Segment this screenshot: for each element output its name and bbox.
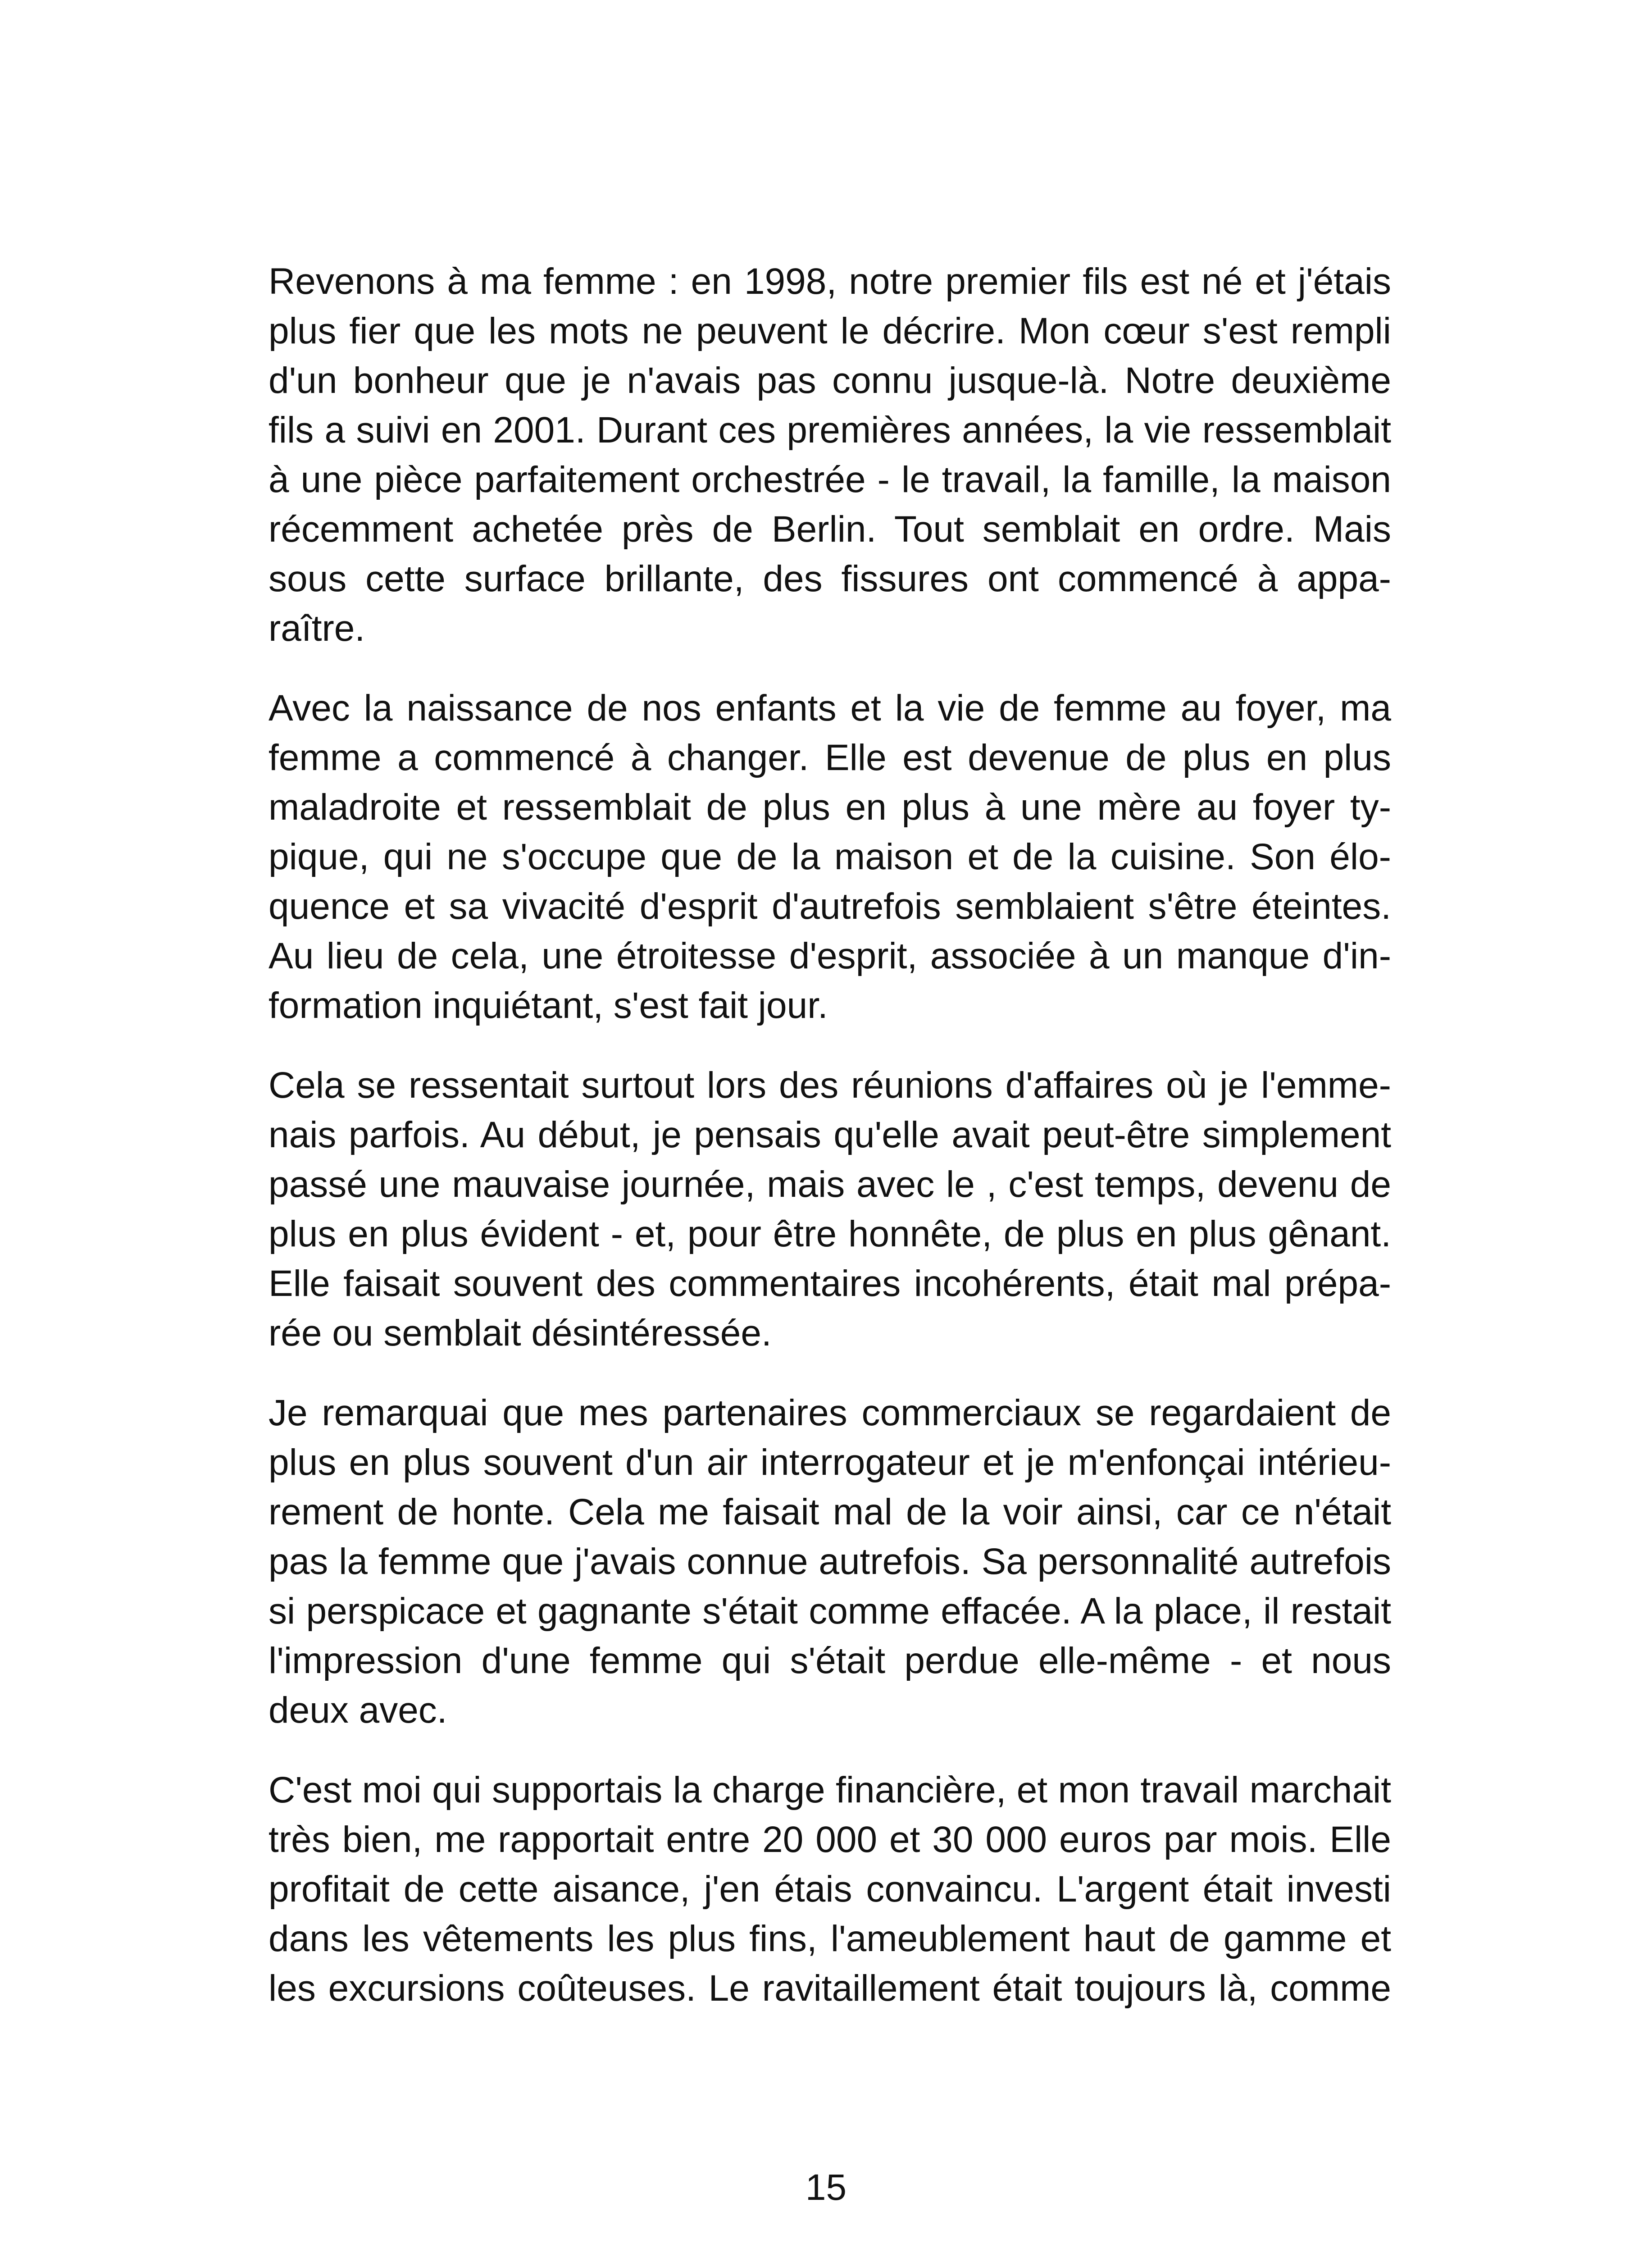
paragraph-3 (269, 1061, 1391, 1358)
text-line: l'impression d'une femme qui s'était perdue elle-même - et nous (269, 1640, 1391, 1681)
text-line: pique, qui ne s'occupe que de la maison et de la cuisine. Son élo- (269, 836, 1391, 877)
text-line: fils a suivi en 2001. Durant ces premières années, la vie ressemblait (269, 410, 1391, 451)
text-line: nais parfois. Au début, je pensais qu'elle avait peut-être simplement (269, 1114, 1391, 1155)
text-line: profitait de cette aisance, j'en étais convaincu. L'argent était investi (269, 1869, 1391, 1910)
text-line: rement de honte. Cela me faisait mal de la voir ainsi, car ce n'était (269, 1491, 1391, 1532)
text-line: femme a commencé à changer. Elle est devenue de plus en plus (269, 737, 1391, 778)
text-line: passé une mauvaise journée, mais avec le , c'est temps, devenu de (269, 1164, 1391, 1205)
text-line: C'est moi qui supportais la charge financière, et mon travail marchait (269, 1770, 1391, 1811)
text-line: dans les vêtements les plus fins, l'ameublement haut de gamme et (269, 1918, 1391, 1959)
text-line: plus en plus évident - et, pour être honnête, de plus en plus gênant. (269, 1213, 1391, 1254)
text-line: à une pièce parfaitement orchestrée - le travail, la famille, la maison (269, 459, 1391, 500)
text-line: très bien, me rapportait entre 20 000 et 30 000 euros par mois. Elle (269, 1819, 1391, 1860)
text-line: les excursions coûteuses. Le ravitaillement était toujours là, comme (269, 1968, 1391, 2009)
paragraph-4 (269, 1388, 1391, 1735)
text-line: quence et sa vivacité d'esprit d'autrefois semblaient s'être éteintes. (269, 886, 1391, 927)
paragraph-5 (269, 1765, 1391, 2013)
page-number: 15 (805, 2167, 847, 2208)
text-line: plus fier que les mots ne peuvent le décrire. Mon cœur s'est rempli (269, 310, 1391, 351)
paragraph-1 (269, 257, 1391, 653)
body-text (269, 257, 1391, 2013)
text-line: raître. (269, 608, 365, 649)
text-line: récemment achetée près de Berlin. Tout semblait en ordre. Mais (269, 509, 1391, 550)
text-line: Avec la naissance de nos enfants et la vie de femme au foyer, ma (269, 688, 1391, 729)
text-line: d'un bonheur que je n'avais pas connu jusque-là. Notre deuxième (269, 360, 1391, 401)
paragraph-2 (269, 684, 1391, 1031)
text-line: Revenons à ma femme : en 1998, notre premier fils est né et j'étais (269, 261, 1391, 302)
text-line: Cela se ressentait surtout lors des réunions d'affaires où je l'emme- (269, 1065, 1391, 1106)
text-line: deux avec. (269, 1690, 447, 1731)
text-line: si perspicace et gagnante s'était comme effacée. A la place, il restait (269, 1591, 1391, 1632)
text-line: rée ou semblait désintéressée. (269, 1313, 772, 1354)
text-line: Elle faisait souvent des commentaires incohérents, était mal prépa- (269, 1263, 1391, 1304)
text-line: Je remarquai que mes partenaires commerciaux se regardaient de (269, 1392, 1391, 1433)
text-line: formation inquiétant, s'est fait jour. (269, 985, 828, 1026)
text-line: Au lieu de cela, une étroitesse d'esprit, associée à un manque d'in- (269, 935, 1391, 976)
text-line: sous cette surface brillante, des fissures ont commencé à appa- (269, 558, 1391, 599)
text-line: maladroite et ressemblait de plus en plus à une mère au foyer ty- (269, 787, 1391, 828)
text-line: pas la femme que j'avais connue autrefois. Sa personnalité autrefois (269, 1541, 1391, 1582)
text-line: plus en plus souvent d'un air interrogateur et je m'enfonçai intérieu- (269, 1442, 1391, 1483)
